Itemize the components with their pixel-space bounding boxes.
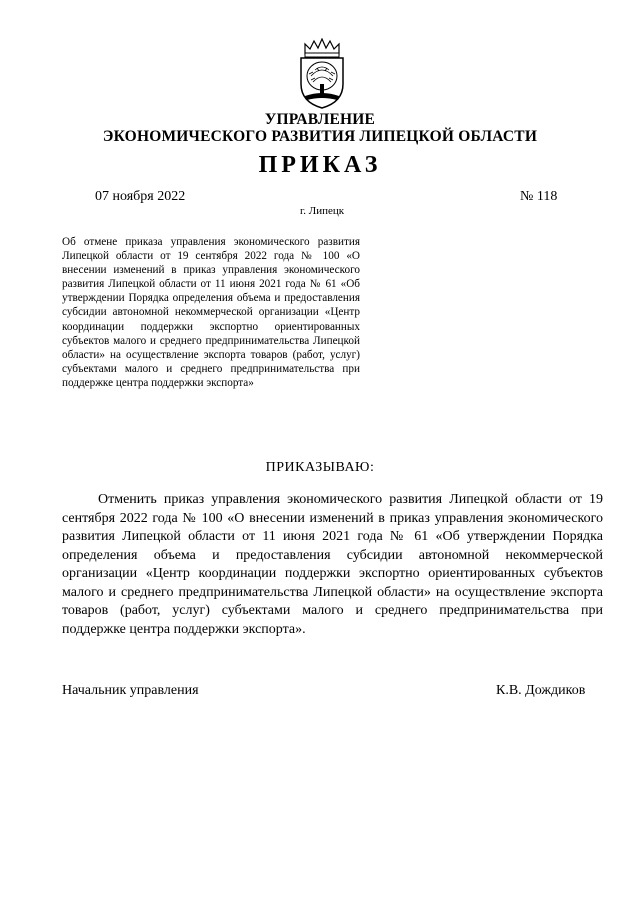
signatory-position: Начальник управления bbox=[62, 683, 199, 698]
order-word: ПРИКАЗЫВАЮ: bbox=[265, 460, 375, 475]
document-city: г. Липецк bbox=[300, 205, 345, 217]
document-subject: Об отмене приказа управления экономического развития Липецкой области от 19 сентября 2022 года № 100 «О внесении изменений в приказ управления экономического развития Липецкой области от 11 июня 2021 года № 61 «Об утверждении Порядка определения объема и предоставления субсидии автономной некоммерческой организации «Центр координации поддержки экспортно ориентированных субъектов малого и среднего предпринимательства Липецкой области» на осуществление экспорта товаров (работ, услуг) субъектами малого и среднего предпринимательства при поддержке центра поддержки экспорта» bbox=[62, 236, 360, 389]
document-date: 07 ноября 2022 bbox=[95, 189, 186, 204]
signatory-name: К.В. Дождиков bbox=[496, 683, 586, 698]
document-number: № 118 bbox=[520, 189, 558, 204]
agency-title-line1: УПРАВЛЕНИЕ bbox=[264, 111, 376, 128]
coat-of-arms-icon bbox=[297, 38, 347, 110]
document-type-title: ПРИКАЗ bbox=[258, 152, 382, 178]
order-body-paragraph: Отменить приказ управления экономического развития Липецкой области от 19 сентября 2022 года № 100 «О внесении изменений в приказ управления экономического развития Липецкой области от 11 июня 2021 года № 61 «Об утверждении Порядка определения объема и предоставления субсидии автономной некоммерческой организации «Центр координации поддержки экспортно ориентированных субъектов малого и среднего предпринимательства Липецкой области» на осуществление экспорта товаров (работ, услуг) субъектами малого и среднего предпринимательства при поддержке центра поддержки экспорта». bbox=[62, 492, 603, 637]
agency-title-line2: ЭКОНОМИЧЕСКОГО РАЗВИТИЯ ЛИПЕЦКОЙ ОБЛАСТИ bbox=[102, 128, 538, 145]
